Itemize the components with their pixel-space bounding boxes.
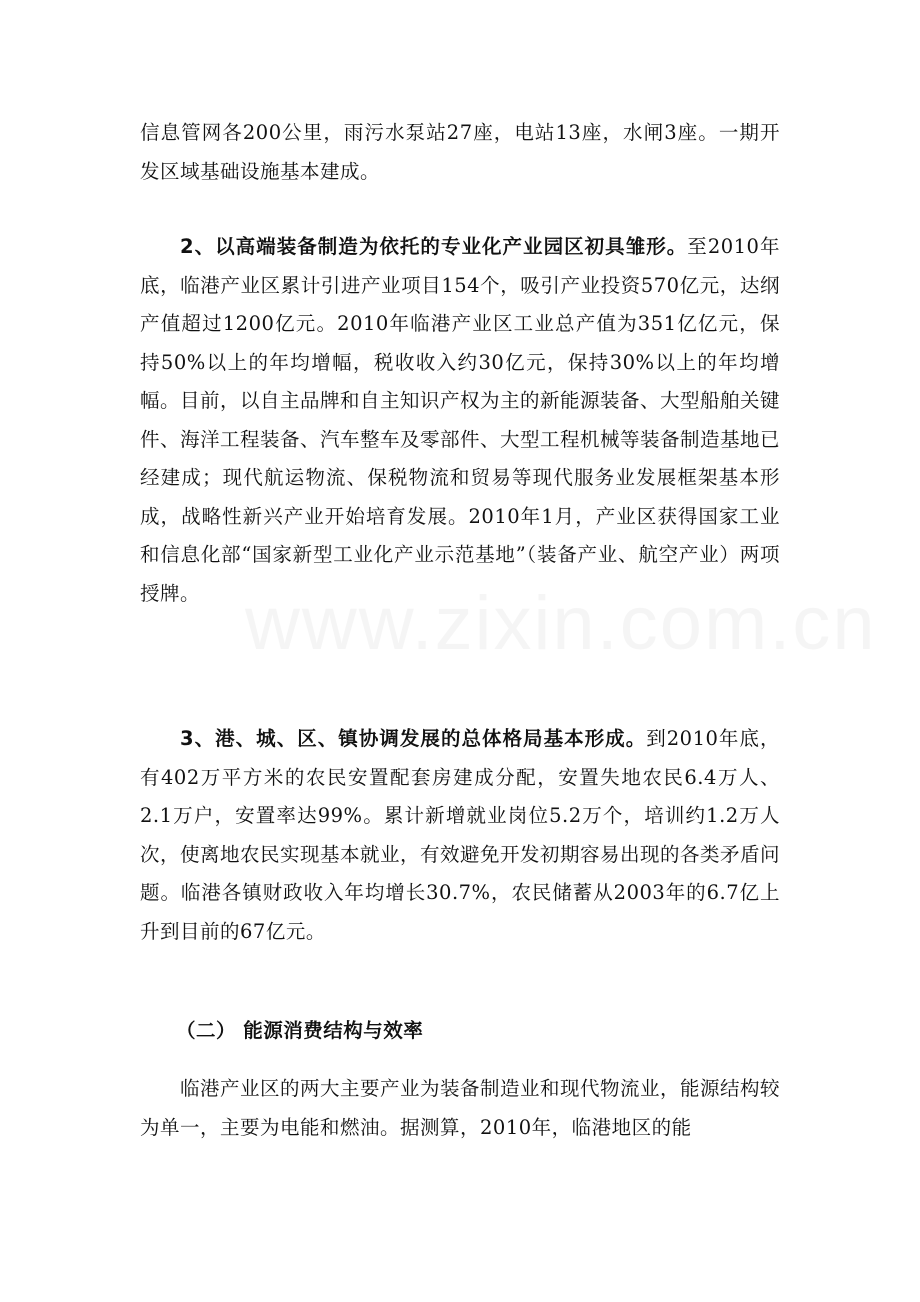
paragraph-lead: 2、以高端装备制造为依托的专业化产业园区初具雏形。 (180, 235, 688, 258)
paragraph-energy (140, 1070, 780, 1147)
paragraph-lead: 3、港、城、区、镇协调发展的总体格局基本形成。 (180, 727, 647, 750)
watermark: www.zixin.com.cn (245, 581, 877, 666)
paragraph-text: 信息管网各200公里，雨污水泵站27座，电站13座，水闸3座。一期开发区域基础设施基本建成。 (140, 121, 780, 183)
paragraph-text: 到2010年底，有402万平方米的农民安置配套房建成分配，安置失地农民6.4万人、2.1万户，安置率达99%。累计新增就业岗位5.2万个，培训约1.2万人次，使离地农民实现基本就业，有效避免开发初期容易出现的各类矛盾问题。临港各镇财政收入年均增长30.7%，农民储蓄从2003年的6.7亿上升到目前的67亿元。 (140, 727, 781, 943)
paragraph-industrial-park (140, 228, 780, 613)
paragraph-infrastructure (140, 114, 780, 191)
paragraph-coordinated-development (140, 720, 780, 951)
section-heading: （二） 能源消费结构与效率 (176, 1019, 424, 1042)
paragraph-text: 临港产业区的两大主要产业为装备制造业和现代物流业，能源结构较为单一，主要为电能和燃油。据测算，2010年，临港地区的能 (140, 1077, 781, 1139)
paragraph-text: 至2010年底，临港产业区累计引进产业项目154个，吸引产业投资570亿元，达纲产值超过1200亿元。2010年临港产业区工业总产值为351亿亿元，保持50%以上的年均增幅，税收收入约30亿元，保持30%以上的年均增幅。目前，以自主品牌和自主知识产权为主的新能源装备、大型船舶关键件、海洋工程装备、汽车整车及零部件、大型工程机械等装备制造基地已经建成；现代航运物流、保税物流和贸易等现代服务业发展框架基本形成，战略性新兴产业开始培育发展。2010年1月，产业区获得国家工业和信息化部“国家新型工业化产业示范基地”（装备产业、航空产业）两项授牌。 (140, 235, 781, 605)
